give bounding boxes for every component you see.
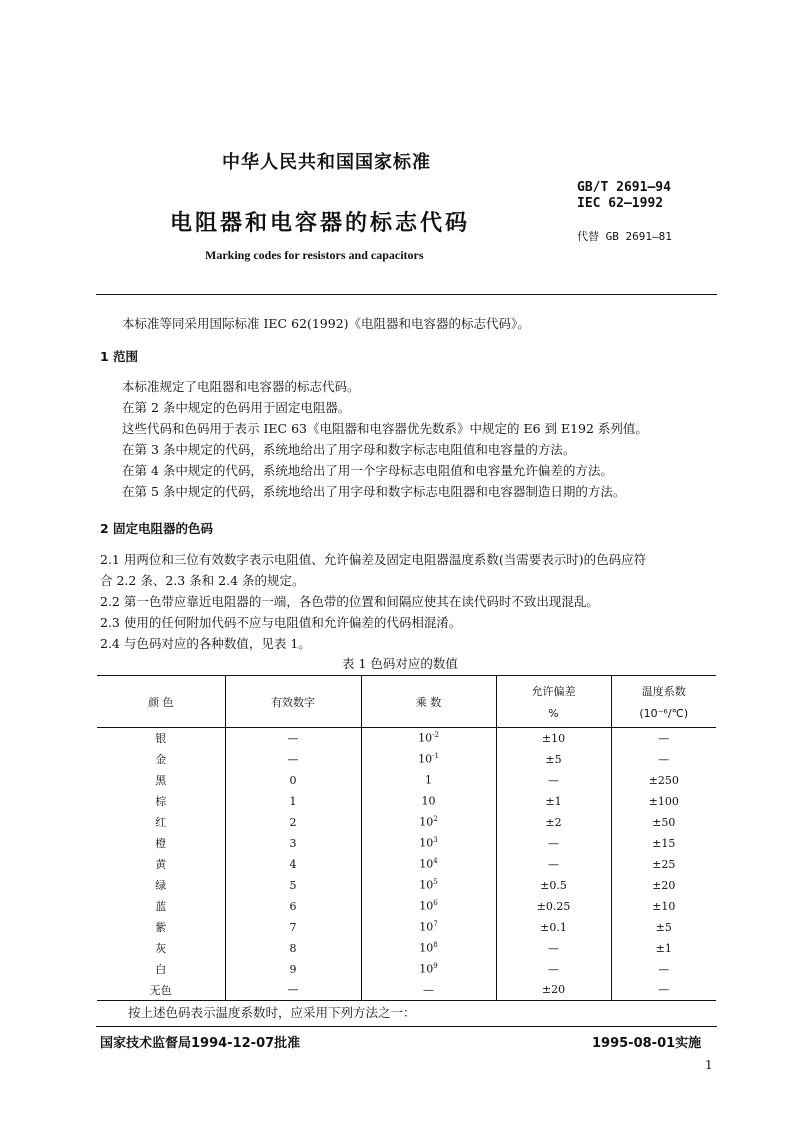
multiplier-exponent: -2 [432,731,439,740]
multiplier-base: — [423,983,434,997]
clause-2-2: 2.2 第一色带应靠近电阻器的一端，各色带的位置和间隔应使其在读代码时不致出现混乱。 [100,594,599,609]
cell-color: 银 [97,728,225,749]
intro-text: 本标准等同采用国际标准 IEC 62(1992)《电阻器和电容器的标志代码》。 [122,316,530,331]
multiplier-base: 10 [418,732,433,746]
table-row [97,917,716,938]
cell-digit: 5 [225,875,361,896]
cell-tolerance: ±1 [496,791,611,812]
table-row [97,854,716,875]
tolerance-unit: % [548,707,559,720]
table-row [97,959,716,980]
table-row [97,749,716,770]
tolerance-label: 允许偏差 [531,685,576,698]
cell-temp-coef: ±20 [652,878,676,892]
multiplier-exponent: 6 [433,899,438,908]
table-header-row [97,676,716,728]
table-row [97,728,716,749]
cell-multiplier [361,854,496,875]
multiplier-base: 10 [419,878,434,892]
cell-tolerance: ±5 [496,749,611,770]
cell-multiplier [361,980,496,1001]
cell-temp-coef: ±100 [648,794,679,808]
col-header-digit: 有效数字 [225,676,361,728]
cell-tolerance: ±0.25 [496,896,611,917]
multiplier-base: 10 [419,899,434,913]
section-2-body [100,549,646,654]
cell-color: 红 [97,812,225,833]
multiplier-base: 10 [418,752,433,766]
multiplier-exponent: 7 [433,920,438,929]
table-row [97,875,716,896]
cell-multiplier [361,791,496,812]
multiplier-exponent: 3 [433,836,438,845]
cell-digit: 4 [225,854,361,875]
table-row [97,770,716,791]
cell-tolerance: ±10 [496,728,611,749]
cell-multiplier [361,917,496,938]
cell-temp-coef: — [658,731,670,745]
color-code-table [97,675,716,1001]
section-2-heading: 2 固定电阻器的色码 [100,521,214,536]
section-1-line: 在第 3 条中规定的代码，系统地给出了用字母和数字标志电阻值和电容量的方法。 [122,442,576,457]
cell-color: 金 [97,749,225,770]
cell-temp-coef: ±50 [652,815,676,829]
clause-2-3: 2.3 使用的任何附加代码不应与电阻值和允许偏差的代码相混淆。 [100,615,462,630]
cell-color: 灰 [97,938,225,959]
cell-digit: — [225,980,361,1001]
cell-color: 蓝 [97,896,225,917]
multiplier-base: 10 [419,962,434,976]
replaces-note: 代替 GB 2691—81 [577,230,672,243]
cell-tolerance: — [496,854,611,875]
section-1-line: 这些代码和色码用于表示 IEC 63《电阻器和电容器优先数系》中规定的 E6 到 E192 系列值。 [122,421,648,436]
multiplier-exponent: 9 [433,962,438,971]
cell-temp-coef: ±5 [655,920,672,934]
cell-temp-coef: ±10 [652,899,676,913]
multiplier-exponent: 2 [433,815,438,824]
cell-temp-coef: ±250 [648,773,679,787]
cell-color: 无色 [97,980,225,1001]
cell-color: 绿 [97,875,225,896]
cell-temp-coef: — [658,752,670,766]
multiplier-base: 10 [419,836,434,850]
cell-color: 棕 [97,791,225,812]
footer-divider [96,1026,717,1027]
col-header-temp-coef [611,676,716,728]
cell-digit: 6 [225,896,361,917]
cell-temp-coef: ±1 [655,941,672,955]
cell-multiplier [361,812,496,833]
cell-digit: 7 [225,917,361,938]
cell-digit: — [225,749,361,770]
cell-multiplier [361,959,496,980]
multiplier-exponent: 4 [433,857,438,866]
multiplier-exponent: 5 [433,878,438,887]
cell-multiplier [361,833,496,854]
standard-codes [577,180,671,212]
header-divider [96,294,717,295]
section-1-body [122,376,648,502]
cell-multiplier [361,728,496,749]
temp-coef-label: 温度系数 [641,685,686,698]
cell-digit: 3 [225,833,361,854]
section-1-line: 在第 2 条中规定的色码用于固定电阻器。 [122,400,351,415]
cell-tolerance: ±0.1 [496,917,611,938]
cell-tolerance: ±2 [496,812,611,833]
section-1-line: 在第 4 条中规定的代码，系统地给出了用一个字母标志电阻值和电容量允许偏差的方法。 [122,463,613,478]
cell-multiplier [361,749,496,770]
approval-date: 国家技术监督局1994-12-07批准 [100,1036,301,1051]
gb-code: GB/T 2691—94 [577,180,671,195]
cell-temp-coef: ±15 [652,836,676,850]
cell-digit: 2 [225,812,361,833]
cell-color: 紫 [97,917,225,938]
multiplier-base: 10 [421,794,436,808]
table-row [97,791,716,812]
multiplier-base: 10 [419,815,434,829]
cell-multiplier [361,875,496,896]
cell-temp-coef: — [658,983,670,997]
cell-multiplier [361,770,496,791]
table-row [97,980,716,1001]
issuing-org: 中华人民共和国国家标准 [222,152,431,173]
after-table-text: 按上述色码表示温度系数时，应采用下列方法之一： [128,1005,416,1020]
cell-tolerance: — [496,938,611,959]
clause-2-1-cont: 合 2.2 条、2.3 条和 2.4 条的规定。 [100,573,305,588]
temp-coef-unit: (10⁻⁶/℃) [639,707,689,720]
page-title: 电阻器和电容器的标志代码 [170,211,471,236]
multiplier-base: 10 [419,857,434,871]
section-1-line: 在第 5 条中规定的代码，系统地给出了用字母和数字标志电阻器和电容器制造日期的方法。 [122,484,626,499]
cell-tolerance: — [496,959,611,980]
col-header-multiplier: 乘 数 [361,676,496,728]
table-row [97,938,716,959]
clause-2-1: 2.1 用两位和三位有效数字表示电阻值、允许偏差及固定电阻器温度系数(当需要表示时)的色码应符 [100,552,647,567]
table-row [97,833,716,854]
multiplier-exponent: 8 [433,941,438,950]
cell-temp-coef: — [658,962,670,976]
clause-2-4: 2.4 与色码对应的各种数值，见表 1。 [100,636,311,651]
cell-digit: 0 [225,770,361,791]
cell-color: 橙 [97,833,225,854]
english-title: Marking codes for resistors and capacitors [205,248,424,262]
cell-digit: 1 [225,791,361,812]
cell-digit: 8 [225,938,361,959]
cell-tolerance: — [496,770,611,791]
cell-temp-coef: ±25 [652,857,676,871]
table-row [97,812,716,833]
cell-multiplier [361,938,496,959]
iec-code: IEC 62—1992 [577,196,664,211]
table-row [97,896,716,917]
cell-tolerance: ±20 [496,980,611,1001]
cell-multiplier [361,896,496,917]
multiplier-base: 10 [419,920,434,934]
multiplier-exponent: -1 [432,752,439,761]
cell-color: 黄 [97,854,225,875]
cell-digit: 9 [225,959,361,980]
effective-date: 1995-08-01实施 [592,1036,702,1051]
col-header-color: 颜 色 [97,676,225,728]
multiplier-base: 1 [425,773,432,787]
cell-digit: — [225,728,361,749]
section-1-line: 本标准规定了电阻器和电容器的标志代码。 [122,379,360,394]
cell-color: 白 [97,959,225,980]
col-header-tolerance [496,676,611,728]
multiplier-base: 10 [419,941,434,955]
section-1-heading: 1 范围 [100,349,139,364]
cell-tolerance: — [496,833,611,854]
cell-color: 黑 [97,770,225,791]
page-number: 1 [705,1058,713,1072]
cell-tolerance: ±0.5 [496,875,611,896]
table-caption: 表 1 色码对应的数值 [342,656,458,671]
